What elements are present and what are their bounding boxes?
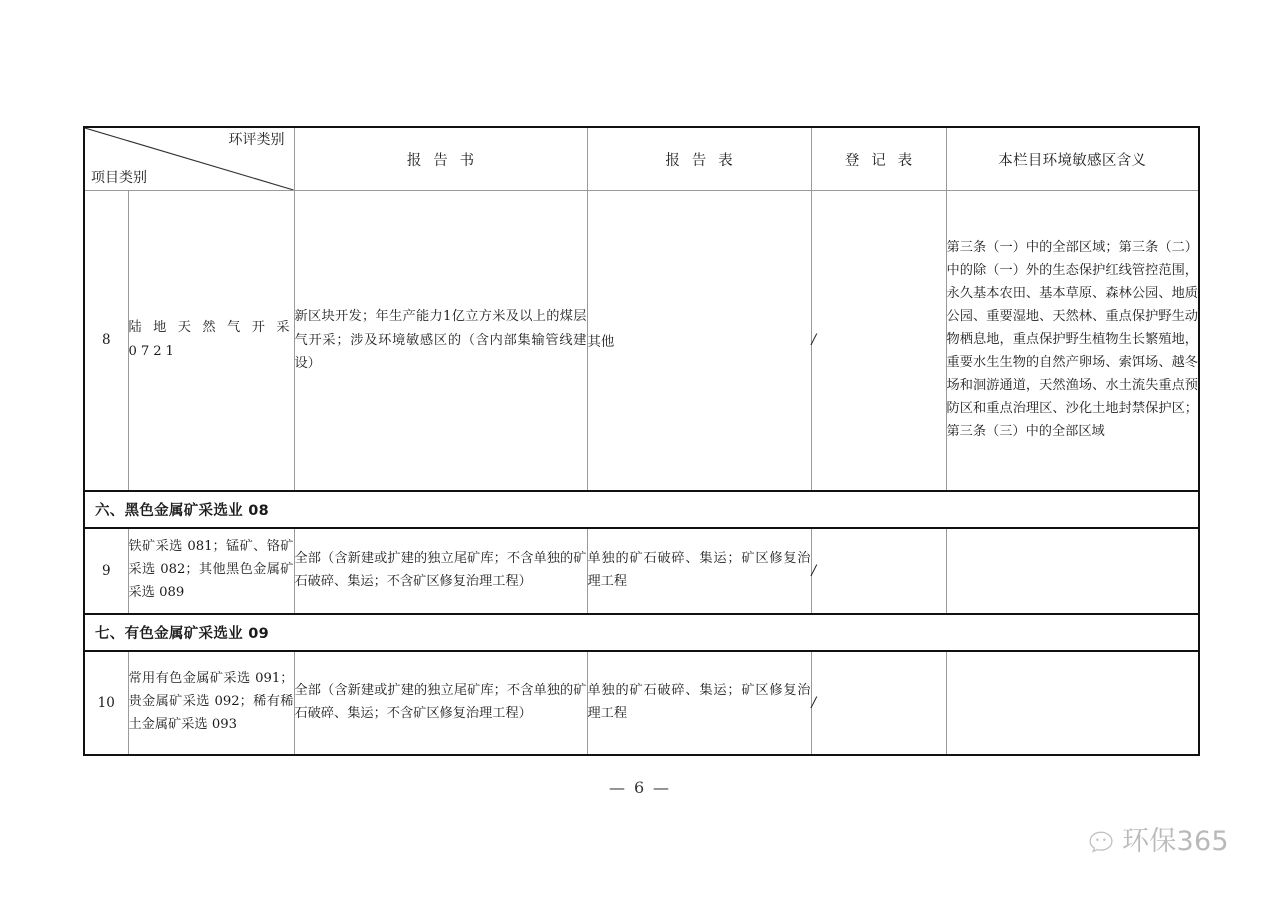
header-project-category-label: 项目类别	[91, 169, 147, 186]
corner-header-cell	[84, 127, 294, 191]
page-number: — 6 —	[609, 778, 671, 797]
watermark-text: 环保365	[1122, 826, 1229, 857]
header-eia-category-label: 环评类别	[228, 132, 285, 148]
section-header-row	[84, 491, 1199, 528]
row-sensitive-area	[946, 528, 1199, 614]
section-header-row	[84, 614, 1199, 651]
row-project-category: 陆地天然气开采 0721	[128, 191, 294, 491]
row-report-book: 全部（含新建或扩建的独立尾矿库；不含单独的矿石破碎、集运；不含矿区修复治理工程）	[294, 651, 587, 755]
table-row	[84, 528, 1199, 614]
table-row	[84, 651, 1199, 755]
row-registration-form: /	[811, 651, 946, 755]
row-report-book: 新区块开发；年生产能力1亿立方米及以上的煤层气开采；涉及环境敏感区的（含内部集输管线建设）	[294, 191, 587, 491]
row-report-form: 其他	[587, 191, 811, 491]
header-registration-form: 登 记 表	[811, 127, 946, 191]
row-registration-form: /	[811, 191, 946, 491]
row-sensitive-area	[946, 651, 1199, 755]
eia-category-table	[83, 126, 1200, 756]
row-number: 10	[84, 651, 128, 755]
row-report-form: 单独的矿石破碎、集运；矿区修复治理工程	[587, 651, 811, 755]
row-number: 9	[84, 528, 128, 614]
header-report-book: 报 告 书	[294, 127, 587, 191]
row-sensitive-area: 第三条（一）中的全部区域；第三条（二）中的除（一）外的生态保护红线管控范围，永久基本农田、基本草原、森林公园、地质公园、重要湿地、天然林、重点保护野生动物栖息地，重点保护野生植物生长繁殖地，重要水生生物的自然产卵场、索饵场、越冬场和洄游通道，天然渔场、水土流失重点预防区和重点治理区、沙化土地封禁保护区；第三条（三）中的全部区域	[946, 191, 1199, 491]
row-project-category: 常用有色金属矿采选 091；贵金属矿采选 092；稀有稀土金属矿采选 093	[128, 651, 294, 755]
row-number: 8	[84, 191, 128, 491]
table-row	[84, 191, 1199, 491]
row-registration-form: /	[811, 528, 946, 614]
row-project-category: 铁矿采选 081；锰矿、铬矿采选 082；其他黑色金属矿采选 089	[128, 528, 294, 614]
table-header-row	[84, 127, 1199, 191]
row-report-form: 单独的矿石破碎、集运；矿区修复治理工程	[587, 528, 811, 614]
wechat-bubble-icon	[1088, 829, 1114, 855]
header-report-form: 报 告 表	[587, 127, 811, 191]
section-label: 六、黑色金属矿采选业 08	[84, 491, 1199, 528]
row-report-book: 全部（含新建或扩建的独立尾矿库；不含单独的矿石破碎、集运；不含矿区修复治理工程）	[294, 528, 587, 614]
section-label: 七、有色金属矿采选业 09	[84, 614, 1199, 651]
watermark	[1088, 828, 1229, 855]
header-sensitive-area: 本栏目环境敏感区含义	[946, 127, 1199, 191]
